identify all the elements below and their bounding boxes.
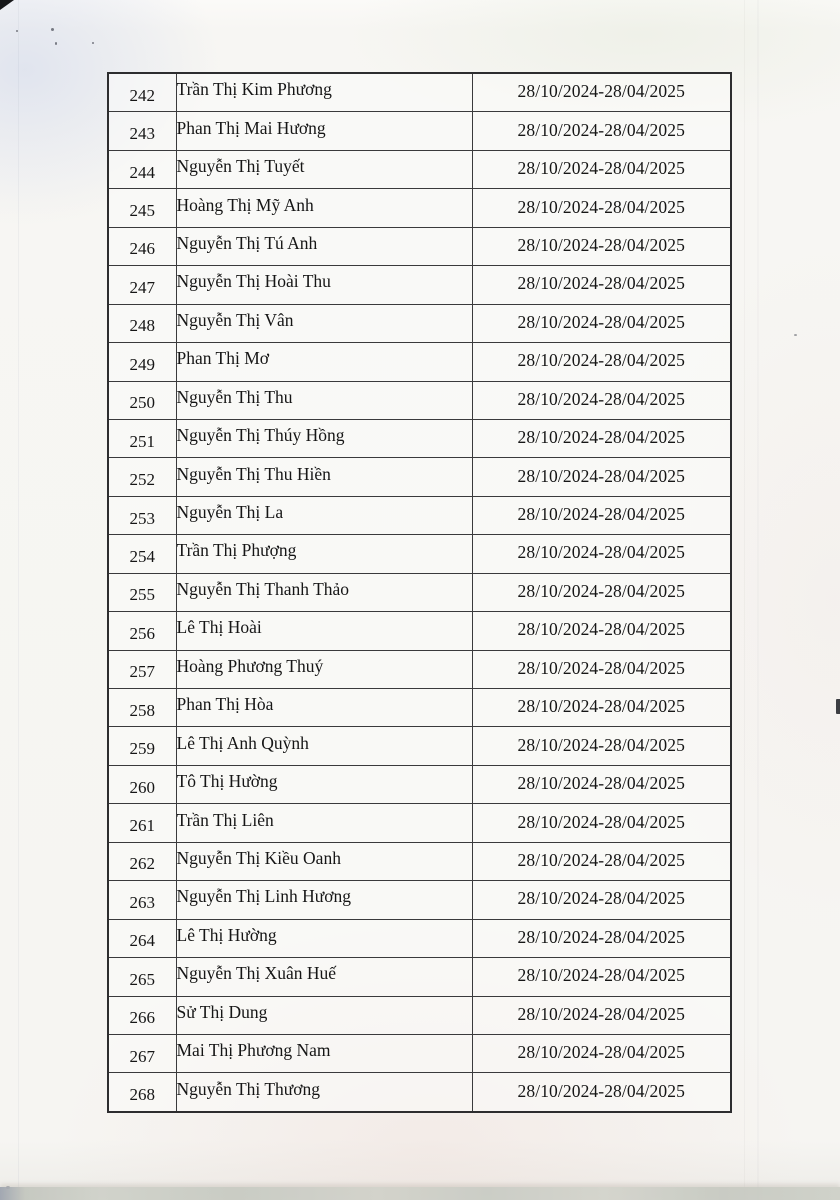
cell-name-text: Nguyễn Thị Tú Anh — [176, 232, 318, 253]
table-row — [108, 958, 731, 996]
cell-period — [472, 996, 731, 1034]
cell-name-text: Tô Thị Hường — [176, 771, 278, 792]
cell-no — [108, 996, 176, 1034]
cell-period — [472, 765, 731, 803]
cell-name-text: Lê Thị Anh Quỳnh — [176, 732, 309, 753]
cell-no-text: 254 — [129, 546, 155, 566]
cell-period — [472, 573, 731, 611]
cell-period — [472, 227, 731, 265]
roster-table — [107, 72, 732, 1113]
cell-no-text: 251 — [129, 431, 155, 451]
cell-no-text: 249 — [129, 354, 155, 374]
cell-no — [108, 573, 176, 611]
cell-name-text: Nguyễn Thị Thương — [176, 1078, 321, 1099]
cell-period — [472, 535, 731, 573]
cell-no-text: 258 — [129, 700, 155, 720]
cell-period-text: 28/10/2024-28/04/2025 — [517, 158, 685, 179]
cell-no-text: 260 — [129, 777, 155, 797]
cell-name — [176, 765, 472, 803]
table-row — [108, 381, 731, 419]
cell-period-text: 28/10/2024-28/04/2025 — [517, 234, 685, 255]
cell-name — [176, 496, 472, 534]
cell-name — [176, 996, 472, 1034]
table-row — [108, 996, 731, 1034]
table-row — [108, 842, 731, 880]
cell-name-text: Mai Thị Phương Nam — [176, 1040, 331, 1061]
table-row — [108, 189, 731, 227]
cell-no — [108, 458, 176, 496]
cell-period — [472, 919, 731, 957]
cell-no — [108, 1073, 176, 1112]
cell-name — [176, 73, 472, 112]
cell-no — [108, 343, 176, 381]
cell-period-text: 28/10/2024-28/04/2025 — [517, 773, 685, 794]
table-row — [108, 535, 731, 573]
cell-period-text: 28/10/2024-28/04/2025 — [517, 273, 685, 294]
cell-name-text: Nguyễn Thị Tuyết — [176, 156, 305, 177]
cell-name — [176, 842, 472, 880]
cell-no — [108, 535, 176, 573]
cell-period — [472, 612, 731, 650]
cell-no-text: 248 — [129, 316, 155, 336]
cell-no — [108, 189, 176, 227]
cell-no-text: 246 — [129, 239, 155, 259]
cell-name-text: Nguyễn Thị Xuân Huế — [176, 963, 337, 984]
table-row — [108, 650, 731, 688]
cell-no-text: 262 — [129, 854, 155, 874]
table-row — [108, 765, 731, 803]
cell-no-text: 243 — [129, 124, 155, 144]
cell-no — [108, 304, 176, 342]
scan-streak — [18, 0, 19, 1200]
cell-name-text: Hoàng Thị Mỹ Anh — [176, 194, 314, 215]
cell-name — [176, 612, 472, 650]
cell-no-text: 244 — [129, 162, 155, 182]
cell-name — [176, 689, 472, 727]
cell-name — [176, 1034, 472, 1072]
cell-no-text: 242 — [129, 85, 155, 105]
cell-name — [176, 227, 472, 265]
table-row — [108, 343, 731, 381]
cell-period-text: 28/10/2024-28/04/2025 — [517, 888, 685, 909]
cell-period — [472, 689, 731, 727]
scan-streak — [744, 0, 745, 1200]
cell-no-text: 253 — [129, 508, 155, 528]
cell-name — [176, 919, 472, 957]
cell-no — [108, 727, 176, 765]
cell-no — [108, 689, 176, 727]
cell-period-text: 28/10/2024-28/04/2025 — [517, 657, 685, 678]
cell-name-text: Nguyễn Thị Thu Hiền — [176, 463, 331, 484]
table-row — [108, 1034, 731, 1072]
cell-period — [472, 419, 731, 457]
cell-name-text: Trần Thị Liên — [176, 809, 274, 830]
cell-name — [176, 304, 472, 342]
cell-period — [472, 804, 731, 842]
cell-period — [472, 496, 731, 534]
cell-name — [176, 343, 472, 381]
scanner-bottom-edge — [0, 1187, 840, 1200]
scan-streak — [757, 0, 759, 1200]
cell-period — [472, 458, 731, 496]
cell-period — [472, 304, 731, 342]
ink-speck — [92, 42, 94, 44]
cell-period — [472, 958, 731, 996]
cell-period-text: 28/10/2024-28/04/2025 — [517, 504, 685, 525]
cell-no-text: 257 — [129, 662, 155, 682]
cell-name-text: Nguyễn Thị Thanh Thảo — [176, 578, 350, 599]
cell-period-text: 28/10/2024-28/04/2025 — [517, 427, 685, 448]
ink-speck — [51, 28, 54, 31]
cell-name — [176, 727, 472, 765]
table-row — [108, 458, 731, 496]
cell-period — [472, 73, 731, 112]
cell-no-text: 264 — [129, 931, 155, 951]
cell-name-text: Hoàng Phương Thuý — [176, 655, 324, 676]
cell-period — [472, 343, 731, 381]
cell-period-text: 28/10/2024-28/04/2025 — [517, 965, 685, 986]
cell-name-text: Nguyễn Thị Thúy Hồng — [176, 425, 345, 446]
cell-name — [176, 419, 472, 457]
cell-name-text: Phan Thị Mơ — [176, 348, 270, 369]
table-row — [108, 612, 731, 650]
table-row — [108, 919, 731, 957]
cell-period — [472, 112, 731, 150]
cell-name — [176, 381, 472, 419]
cell-period-text: 28/10/2024-28/04/2025 — [517, 849, 685, 870]
table-row — [108, 689, 731, 727]
cell-period-text: 28/10/2024-28/04/2025 — [517, 580, 685, 601]
ink-speck — [794, 334, 797, 336]
cell-period — [472, 1073, 731, 1112]
cell-name-text: Nguyễn Thị Hoài Thu — [176, 271, 331, 292]
cell-period-text: 28/10/2024-28/04/2025 — [517, 1003, 685, 1024]
cell-period — [472, 727, 731, 765]
cell-no-text: 245 — [129, 201, 155, 221]
cell-no — [108, 804, 176, 842]
cell-no-text: 252 — [129, 470, 155, 490]
cell-period-text: 28/10/2024-28/04/2025 — [517, 465, 685, 486]
cell-period-text: 28/10/2024-28/04/2025 — [517, 81, 685, 102]
cell-name — [176, 881, 472, 919]
cell-no — [108, 73, 176, 112]
cell-no — [108, 1034, 176, 1072]
cell-name — [176, 573, 472, 611]
cell-name-text: Nguyễn Thị Linh Hương — [176, 886, 351, 907]
cell-period-text: 28/10/2024-28/04/2025 — [517, 196, 685, 217]
cell-period-text: 28/10/2024-28/04/2025 — [517, 119, 685, 140]
cell-name-text: Trần Thị Kim Phương — [176, 79, 332, 100]
cell-name — [176, 958, 472, 996]
table-row — [108, 304, 731, 342]
cell-period-text: 28/10/2024-28/04/2025 — [517, 696, 685, 717]
scan-corner-artifact — [0, 0, 14, 10]
cell-period — [472, 881, 731, 919]
cell-no — [108, 842, 176, 880]
cell-no — [108, 881, 176, 919]
table-row — [108, 73, 731, 112]
cell-no — [108, 650, 176, 688]
table-row — [108, 112, 731, 150]
cell-period — [472, 150, 731, 188]
cell-no — [108, 958, 176, 996]
cell-no — [108, 496, 176, 534]
cell-name-text: Trần Thị Phượng — [176, 540, 297, 561]
cell-name-text: Sử Thị Dung — [176, 1001, 268, 1022]
cell-period — [472, 381, 731, 419]
cell-name-text: Phan Thị Mai Hương — [176, 117, 326, 138]
table-row — [108, 266, 731, 304]
cell-no-text: 263 — [129, 892, 155, 912]
cell-period-text: 28/10/2024-28/04/2025 — [517, 619, 685, 640]
cell-period-text: 28/10/2024-28/04/2025 — [517, 388, 685, 409]
table-row — [108, 419, 731, 457]
cell-name-text: Phan Thị Hòa — [176, 694, 274, 715]
cell-no-text: 247 — [129, 277, 155, 297]
cell-no — [108, 266, 176, 304]
cell-no-text: 261 — [129, 816, 155, 836]
cell-name-text: Nguyễn Thị La — [176, 502, 284, 523]
cell-period — [472, 1034, 731, 1072]
table-row — [108, 496, 731, 534]
cell-period — [472, 842, 731, 880]
cell-name — [176, 266, 472, 304]
cell-no — [108, 227, 176, 265]
cell-period-text: 28/10/2024-28/04/2025 — [517, 350, 685, 371]
table-row — [108, 150, 731, 188]
ink-speck — [55, 42, 57, 45]
cell-no — [108, 919, 176, 957]
cell-name — [176, 189, 472, 227]
cell-name — [176, 650, 472, 688]
cell-name — [176, 804, 472, 842]
cell-no — [108, 765, 176, 803]
cell-name — [176, 1073, 472, 1112]
cell-period — [472, 650, 731, 688]
cell-period — [472, 189, 731, 227]
cell-no — [108, 150, 176, 188]
cell-name — [176, 535, 472, 573]
cell-name-text: Lê Thị Hường — [176, 924, 277, 945]
scan-edge-mark — [836, 699, 840, 714]
cell-period-text: 28/10/2024-28/04/2025 — [517, 811, 685, 832]
roster-table-body — [108, 73, 731, 1112]
table-row — [108, 1073, 731, 1112]
cell-no-text: 267 — [129, 1046, 155, 1066]
cell-name-text: Nguyễn Thị Vân — [176, 309, 294, 330]
cell-no-text: 259 — [129, 739, 155, 759]
cell-period-text: 28/10/2024-28/04/2025 — [517, 734, 685, 755]
cell-period-text: 28/10/2024-28/04/2025 — [517, 542, 685, 563]
table-row — [108, 727, 731, 765]
cell-period-text: 28/10/2024-28/04/2025 — [517, 926, 685, 947]
cell-period — [472, 266, 731, 304]
table-row — [108, 227, 731, 265]
table-row — [108, 881, 731, 919]
cell-no — [108, 381, 176, 419]
cell-period-text: 28/10/2024-28/04/2025 — [517, 1042, 685, 1063]
cell-name — [176, 150, 472, 188]
cell-no — [108, 612, 176, 650]
cell-no-text: 256 — [129, 623, 155, 643]
cell-name-text: Nguyễn Thị Thu — [176, 386, 293, 407]
cell-no-text: 255 — [129, 585, 155, 605]
cell-no-text: 250 — [129, 393, 155, 413]
cell-name-text: Nguyễn Thị Kiều Oanh — [176, 847, 341, 868]
cell-period-text: 28/10/2024-28/04/2025 — [517, 311, 685, 332]
cell-name — [176, 458, 472, 496]
cell-no — [108, 419, 176, 457]
cell-no — [108, 112, 176, 150]
table-row — [108, 804, 731, 842]
cell-name — [176, 112, 472, 150]
cell-period-text: 28/10/2024-28/04/2025 — [517, 1080, 685, 1101]
cell-no-text: 266 — [129, 1008, 155, 1028]
cell-name-text: Lê Thị Hoài — [176, 617, 262, 638]
cell-no-text: 268 — [129, 1085, 155, 1105]
table-row — [108, 573, 731, 611]
cell-no-text: 265 — [129, 969, 155, 989]
